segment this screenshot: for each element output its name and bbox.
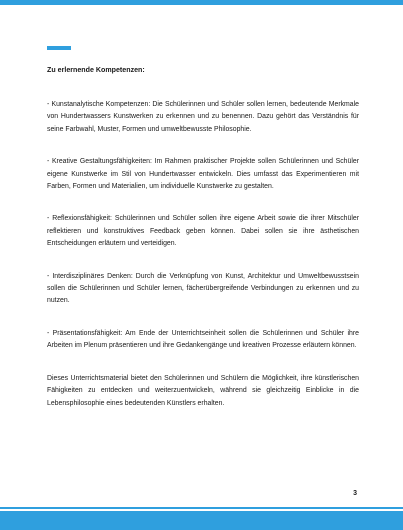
paragraph-kunstanalytische-kompetenzen: - Kunstanalytische Kompetenzen: Die Schülerinnen und Schüler sollen lernen, bedeutende Merkmale von Hundertwassers Kunstwerken zu erkennen und zu benennen. Dazu gehört das Verständnis für seine Farbwahl, Muster, Formen und umweltbewusste Philosophie. [47, 101, 359, 133]
paragraph-reflexionsfaehigkeit: - Reflexionsfähigkeit: Schülerinnen und Schüler sollen ihre eigene Arbeit sowie die ihrer Mitschüler reflektieren und konstruktives Feedback geben können. Dabei sollen sie ihre ästhetischen Entscheidungen erläutern und verteidigen. [47, 215, 359, 248]
paragraph-conclusion: Dieses Unterrichtsmaterial bietet den Schülerinnen und Schülern die Möglichkeit, ihre künstlerischen Fähigkeiten zu entdecken und weiterzuentwickeln, während sie gleichzeitig Einblicke in die Lebensphilosophie eines bedeutenden Künstlers erhalten. [47, 374, 359, 407]
paragraph-praesentationsfaehigkeit: - Präsentationsfähigkeit: Am Ende der Unterrichtseinheit sollen die Schülerinnen und Schüler ihre Arbeiten im Plenum präsentieren und ihre Gedankengänge und kreativen Prozesse erläutern können. [47, 329, 359, 350]
heading-accent-line [47, 46, 71, 50]
paragraph-interdisziplinaeres-denken: - Interdisziplinäres Denken: Durch die Verknüpfung von Kunst, Architektur und Umweltbewusstsein sollen die Schülerinnen und Schüler lernen, fächerübergreifende Verbindungen zu erkennen und zu nutzen. [47, 272, 359, 305]
paragraph-kreative-gestaltungsfaehigkeiten: - Kreative Gestaltungsfähigkeiten: Im Rahmen praktischer Projekte sollen Schülerinnen und Schüler eigene Kunstwerke im Stil von Hundertwasser entwickeln. Dies umfasst das Experimentieren mit Farben, Formen und Materialien, um individuelle Kunstwerke zu gestalten. [47, 158, 359, 191]
page-content [47, 64, 359, 410]
footer-accent-bar [0, 511, 403, 530]
section-heading: Zu erlernende Kompetenzen: [47, 66, 145, 74]
footer-accent-line [0, 507, 403, 509]
page-number: 3 [353, 490, 357, 497]
top-accent-bar [0, 0, 403, 5]
